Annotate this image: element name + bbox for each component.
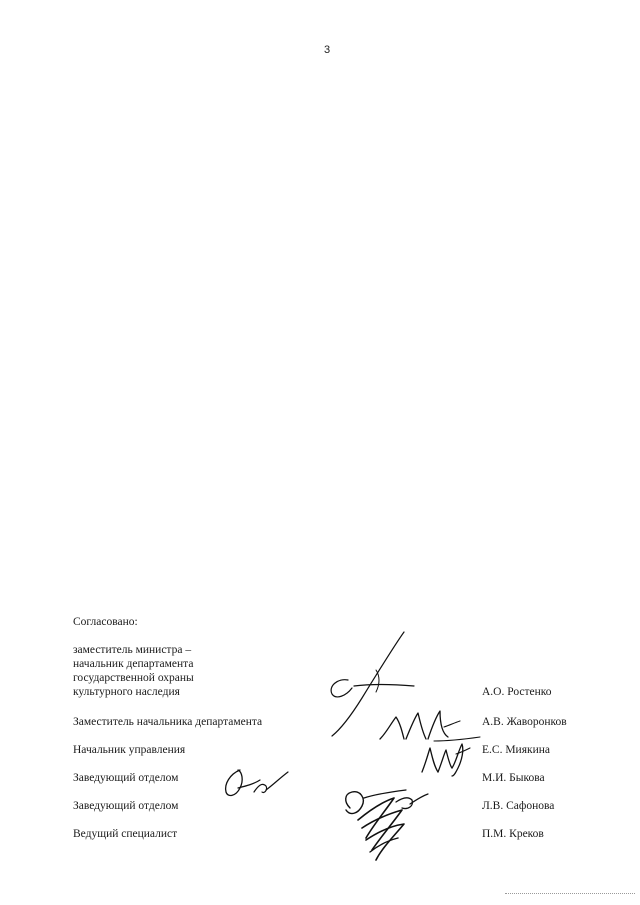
position-line: начальник департамента — [73, 658, 194, 670]
approval-heading: Согласовано: — [73, 616, 138, 628]
signatory-name: М.И. Быкова — [482, 772, 545, 784]
approval-row — [73, 715, 593, 729]
approval-row — [73, 827, 593, 841]
signatory-name: А.О. Ростенко — [482, 686, 552, 698]
page-number: 3 — [323, 44, 331, 56]
approval-row — [73, 799, 593, 813]
position-line: Ведущий специалист — [73, 828, 178, 840]
signatory-name: П.М. Креков — [482, 828, 544, 840]
approval-row — [73, 743, 593, 757]
position-line: заместитель министра – — [73, 644, 192, 656]
footer-rule — [505, 893, 635, 894]
signatory-name: Е.С. Миякина — [482, 744, 550, 756]
position-line: Заведующий отделом — [73, 800, 179, 812]
position-line: Заведующий отделом — [73, 772, 179, 784]
approval-row — [73, 643, 593, 699]
position-line: Начальник управления — [73, 744, 186, 756]
signatory-name: А.В. Жаворонков — [482, 716, 567, 728]
signatory-name: Л.В. Сафонова — [482, 800, 555, 812]
position-line: государственной охраны — [73, 672, 194, 684]
position-line: Заместитель начальника департамента — [73, 716, 263, 728]
approval-row — [73, 771, 593, 785]
position-line: культурного наследия — [73, 686, 180, 698]
approval-block — [73, 615, 593, 841]
